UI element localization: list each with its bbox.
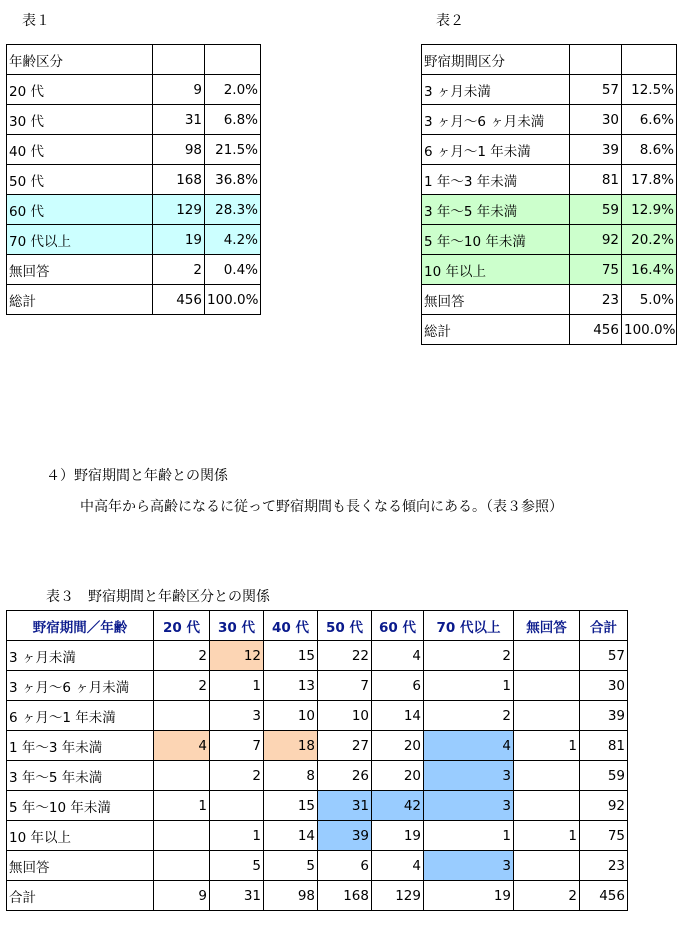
section-body: 中高年から高齢になるに従って野宿期間も長くなる傾向にある。（表３参照） — [80, 499, 563, 515]
row-count: 30 — [570, 105, 622, 135]
row-count: 168 — [153, 165, 205, 195]
cell: 31 — [210, 881, 264, 911]
table2-header-row — [422, 45, 677, 75]
cell — [514, 761, 580, 791]
cell — [210, 791, 264, 821]
table-row — [7, 671, 628, 701]
cell: 42 — [372, 791, 424, 821]
row-count: 92 — [570, 225, 622, 255]
cell: 5 — [210, 851, 264, 881]
cell: 15 — [264, 791, 318, 821]
row-pct: 6.8% — [205, 105, 261, 135]
cell: 75 — [580, 821, 628, 851]
row-label: 70 代以上 — [7, 225, 153, 255]
table-row — [7, 791, 628, 821]
cell — [514, 701, 580, 731]
table-row — [7, 195, 261, 225]
header-cell: 40 代 — [264, 611, 318, 641]
row-pct: 12.5% — [622, 75, 677, 105]
row-count: 57 — [570, 75, 622, 105]
table-row — [422, 105, 677, 135]
table-row — [422, 165, 677, 195]
row-pct: 6.6% — [622, 105, 677, 135]
row-count: 31 — [153, 105, 205, 135]
row-label: 10 年以上 — [422, 255, 570, 285]
row-label: 20 代 — [7, 75, 153, 105]
header-cell: 70 代以上 — [424, 611, 514, 641]
table-row — [7, 255, 261, 285]
row-label: 無回答 — [7, 851, 154, 881]
cell: 3 — [424, 791, 514, 821]
row-label: 3 ヶ月未満 — [422, 75, 570, 105]
cell: 10 — [318, 701, 372, 731]
table-row — [7, 641, 628, 671]
row-count: 2 — [153, 255, 205, 285]
table1-caption: 表１ — [22, 13, 50, 29]
row-count: 39 — [570, 135, 622, 165]
header-cell: 20 代 — [154, 611, 210, 641]
table-row — [7, 105, 261, 135]
cell: 9 — [154, 881, 210, 911]
table2-header: 野宿期間区分 — [422, 45, 570, 75]
row-label: 3 年～5 年未満 — [7, 761, 154, 791]
table-row — [7, 881, 628, 911]
cell — [154, 701, 210, 731]
row-count: 81 — [570, 165, 622, 195]
cell: 10 — [264, 701, 318, 731]
cell: 20 — [372, 731, 424, 761]
cell: 39 — [318, 821, 372, 851]
row-count: 23 — [570, 285, 622, 315]
cell: 39 — [580, 701, 628, 731]
row-pct: 21.5% — [205, 135, 261, 165]
table-row — [7, 761, 628, 791]
table-row — [422, 135, 677, 165]
cell: 23 — [580, 851, 628, 881]
cell: 92 — [580, 791, 628, 821]
cell: 2 — [154, 641, 210, 671]
table-row — [422, 225, 677, 255]
row-pct: 12.9% — [622, 195, 677, 225]
cell: 59 — [580, 761, 628, 791]
table-row — [7, 285, 261, 315]
row-label: 10 年以上 — [7, 821, 154, 851]
cell: 7 — [318, 671, 372, 701]
cell: 57 — [580, 641, 628, 671]
header-cell: 合計 — [580, 611, 628, 641]
cell: 7 — [210, 731, 264, 761]
section-heading: ４）野宿期間と年齢との関係 — [46, 468, 228, 484]
cell: 1 — [514, 821, 580, 851]
cell: 26 — [318, 761, 372, 791]
cell: 2 — [424, 701, 514, 731]
cell — [514, 791, 580, 821]
row-pct: 8.6% — [622, 135, 677, 165]
cell: 31 — [318, 791, 372, 821]
row-label: 30 代 — [7, 105, 153, 135]
cell: 1 — [154, 791, 210, 821]
cell: 1 — [424, 821, 514, 851]
row-pct: 16.4% — [622, 255, 677, 285]
cell: 6 — [372, 671, 424, 701]
row-count: 59 — [570, 195, 622, 225]
row-count: 98 — [153, 135, 205, 165]
row-label: 40 代 — [7, 135, 153, 165]
cell: 5 — [264, 851, 318, 881]
row-label: 3 ヶ月～6 ヶ月未満 — [7, 671, 154, 701]
cell: 13 — [264, 671, 318, 701]
table-row — [422, 285, 677, 315]
table3-caption: 表３ 野宿期間と年齢区分との関係 — [46, 589, 270, 605]
row-pct: 20.2% — [622, 225, 677, 255]
cell: 81 — [580, 731, 628, 761]
row-label: 総計 — [422, 315, 570, 345]
row-pct: 100.0% — [622, 315, 677, 345]
cell: 3 — [210, 701, 264, 731]
row-pct: 17.8% — [622, 165, 677, 195]
row-pct: 28.3% — [205, 195, 261, 225]
cell: 12 — [210, 641, 264, 671]
row-label: 5 年～10 年未満 — [7, 791, 154, 821]
cell: 4 — [154, 731, 210, 761]
table2-caption: 表２ — [436, 13, 464, 29]
row-pct: 100.0% — [205, 285, 261, 315]
table-row — [422, 315, 677, 345]
row-label: 3 年～5 年未満 — [422, 195, 570, 225]
table-row — [7, 731, 628, 761]
cell: 19 — [424, 881, 514, 911]
row-pct: 4.2% — [205, 225, 261, 255]
cell: 2 — [424, 641, 514, 671]
cell: 3 — [424, 761, 514, 791]
cell: 168 — [318, 881, 372, 911]
row-count: 129 — [153, 195, 205, 225]
header-cell: 30 代 — [210, 611, 264, 641]
cell: 2 — [154, 671, 210, 701]
row-label: 6 ヶ月～1 年未満 — [7, 701, 154, 731]
row-count: 456 — [153, 285, 205, 315]
cell — [514, 671, 580, 701]
row-count: 75 — [570, 255, 622, 285]
cell: 4 — [372, 641, 424, 671]
table1-header-row — [7, 45, 261, 75]
header-cell: 50 代 — [318, 611, 372, 641]
row-pct: 0.4% — [205, 255, 261, 285]
cell: 22 — [318, 641, 372, 671]
header-cell: 野宿期間／年齢 — [7, 611, 154, 641]
row-label: 総計 — [7, 285, 153, 315]
table-row — [7, 75, 261, 105]
cell: 129 — [372, 881, 424, 911]
table-row — [7, 225, 261, 255]
cell: 4 — [424, 731, 514, 761]
cell: 2 — [514, 881, 580, 911]
row-label: 5 年～10 年未満 — [422, 225, 570, 255]
header-cell: 60 代 — [372, 611, 424, 641]
row-label: 無回答 — [422, 285, 570, 315]
cell: 98 — [264, 881, 318, 911]
cell: 19 — [372, 821, 424, 851]
row-label: 60 代 — [7, 195, 153, 225]
row-label: 1 年～3 年未満 — [422, 165, 570, 195]
cell: 15 — [264, 641, 318, 671]
cell — [154, 821, 210, 851]
header-cell: 無回答 — [514, 611, 580, 641]
row-label: 6 ヶ月～1 年未満 — [422, 135, 570, 165]
cell: 20 — [372, 761, 424, 791]
row-pct: 2.0% — [205, 75, 261, 105]
cell — [154, 761, 210, 791]
cell: 456 — [580, 881, 628, 911]
cell: 14 — [264, 821, 318, 851]
row-pct: 36.8% — [205, 165, 261, 195]
cell — [514, 641, 580, 671]
row-label: 3 ヶ月～6 ヶ月未満 — [422, 105, 570, 135]
cell: 1 — [210, 671, 264, 701]
cell: 4 — [372, 851, 424, 881]
table3-header-row — [7, 611, 628, 641]
cell: 27 — [318, 731, 372, 761]
cell: 1 — [210, 821, 264, 851]
table-row — [422, 75, 677, 105]
cell: 1 — [424, 671, 514, 701]
cell: 18 — [264, 731, 318, 761]
table-row — [7, 701, 628, 731]
cell: 3 — [424, 851, 514, 881]
row-label: 1 年～3 年未満 — [7, 731, 154, 761]
row-pct: 5.0% — [622, 285, 677, 315]
cell: 30 — [580, 671, 628, 701]
table1-header: 年齢区分 — [7, 45, 153, 75]
cell — [514, 851, 580, 881]
row-count: 19 — [153, 225, 205, 255]
cell: 1 — [514, 731, 580, 761]
row-label: 無回答 — [7, 255, 153, 285]
cell — [154, 851, 210, 881]
table-row — [422, 195, 677, 225]
row-label: 合計 — [7, 881, 154, 911]
table-row — [422, 255, 677, 285]
row-count: 9 — [153, 75, 205, 105]
row-count: 456 — [570, 315, 622, 345]
cell: 2 — [210, 761, 264, 791]
table3 — [6, 610, 628, 911]
table-row — [7, 135, 261, 165]
row-label: 3 ヶ月未満 — [7, 641, 154, 671]
table-row — [7, 165, 261, 195]
cell: 14 — [372, 701, 424, 731]
row-label: 50 代 — [7, 165, 153, 195]
cell: 8 — [264, 761, 318, 791]
table-row — [7, 821, 628, 851]
table2 — [421, 44, 677, 345]
table1 — [6, 44, 261, 315]
table-row — [7, 851, 628, 881]
cell: 6 — [318, 851, 372, 881]
